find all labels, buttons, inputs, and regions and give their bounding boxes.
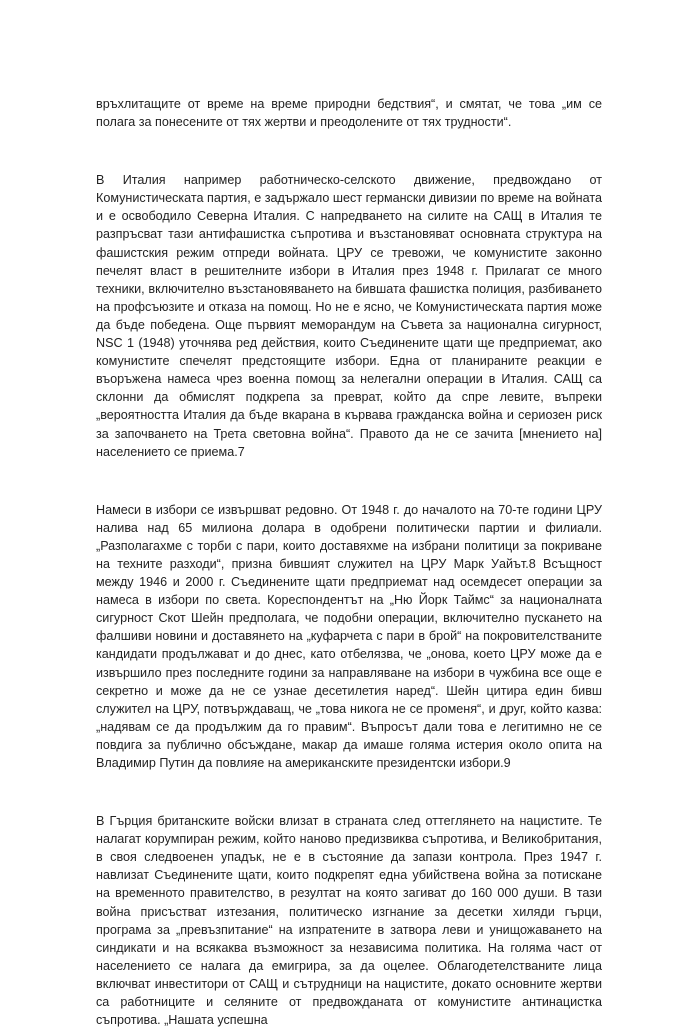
paragraph-elections: Намеси в избори се извършват редовно. От 1948 г. до началото на 70-те години ЦРУ налива над 65 милиона долара в одобрени политически партии и филиали. „Разполагахме с торби с пари, които доставяхме на избрани политици за покриване на техните разходи“, призна бившият служител на ЦРУ Марк Уайът.8 Всъщност между 1946 и 2000 г. Съединените щати предприемат над осемдесет операции за намеса в избори по света. Кореспондентът на „Ню Йорк Таймс“ за националната сигурност Скот Шейн предполага, че подобни операции, включително пускането на фалшиви новини и доставянето на „куфарчета с пари в брой“ на покровителстваните кандидати продължават и до днес, като отбелязва, че „онова, което ЦРУ може да е извършило през последните години за направляване на избори в чужбина все още е секретно и може да не се узнае десетилетия наред“. Шейн цитира един бивш служител на ЦРУ, потвърждаващ, че „това никога не се променя“, и друг, който казва: „надявам се да продължим да го правим“. Въпросът дали това е легитимно не се повдига за публично обсъждане, макар да имаше голяма истерия около опита на Владимир Путин да повлияе на американските президентски избори.9 — [96, 502, 602, 770]
paragraph-greece: В Гърция британските войски влизат в страната след оттеглянето на нацистите. Те налагат корумпиран режим, който наново предизвиква съпротива, и Великобритания, в своя следвоенен упадък, не е в състояние да запази контрола. През 1947 г. навлизат Съединените щати, които подкрепят една убийствена война за потискане на временното правителство, в резултат на която загиват до 160 000 души. В тази война присъстват изтезания, политическо изгнание за десетки хиляди гърци, програма за „превъзпитание“ на изпратените в затвора леви и унищожаването на синдикати и на всякаква възможност за независима политика. На голяма част от населението се налага да емигрира, за да оцелее. Облагодетелстваните лица включват инвеститори от САЩ и сътрудници на нацистите, докато основните жертви са работниците и селяните от предвожданата от комунистите антинацистка съпротива. „Нашата успешна — [96, 814, 602, 1028]
document-page — [96, 95, 602, 1029]
paragraph-italy: В Италия например работническо-селското движение, предвождано от Комунистическата партия, е задържало шест германски дивизии по време на войната и е освободило Северна Италия. С напредването на силите на САЩ в Италия те разпръсват тази антифашистка съпротива и възстановяват основната структура на фашистския режим отпреди войната. ЦРУ се тревожи, че комунистите законно печелят власт в решителните избори в Италия през 1948 г. Прилагат се много техники, включително възстановяването на бившата фашистка полиция, разбиването на профсъюзите и отказа на помощ. Но не е ясно, че Комунистическата партия може да бъде победена. Още първият меморандум на Съвета за национална сигурност, NSC 1 (1948) уточнява ред действия, които Съединените щати ще предприемат, ако комунистите спечелят предстоящите избори. Една от планираните реакции е въоръжена намеса чрез военна помощ за нелегални операции в Италия. САЩ са склонни да обмислят подкрепа за преврат, който да спре левите, въпреки „вероятността Италия да бъде вкарана в кървава гражданска война и сериозен риск за започването на Трета световна война“. Правото да не се зачита [мнението на] населението се приема.7 — [96, 173, 602, 459]
paragraph-continuation: връхлитащите от време на време природни бедствия“, и смятат, че това „им се полага за понесените от тях жертви и преодолените от тях трудности“. — [96, 97, 602, 130]
